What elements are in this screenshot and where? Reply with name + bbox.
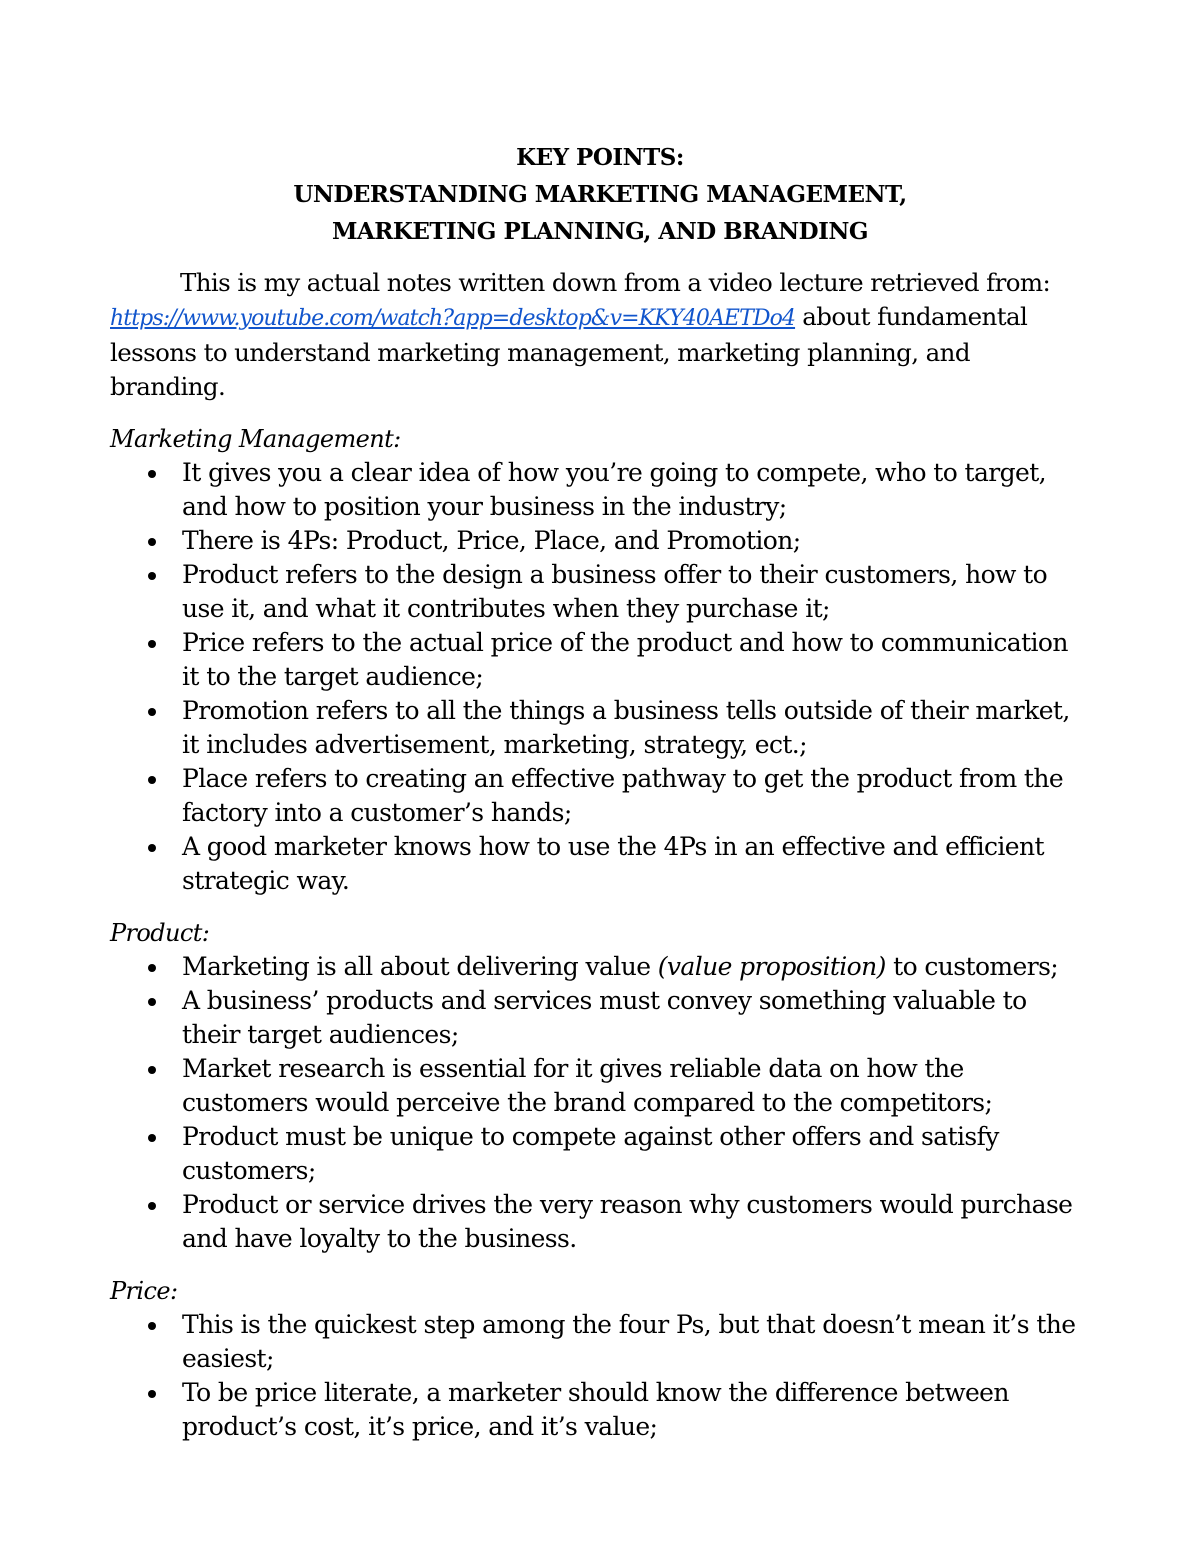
list-item: Promotion refers to all the things a business tells outside of their market, it includes advertisement, marketing, strategy, ect.; [110,694,1090,762]
list-item: There is 4Ps: Product, Price, Place, and Promotion; [110,524,1090,558]
list-item: Market research is essential for it gives reliable data on how the customers would perceive the brand compared to the competitors; [110,1052,1090,1120]
list-item: Product must be unique to compete against other offers and satisfy customers; [110,1120,1090,1188]
list-item [110,950,1090,984]
intro-text-continued: about fundamental lessons to understand marketing management, marketing planning, and branding. [110,302,1028,401]
list-item: A good marketer knows how to use the 4Ps in an effective and efficient strategic way. [110,830,1090,898]
section-heading-product: Product: [110,919,210,947]
section-heading-marketing-management: Marketing Management: [110,425,401,453]
list-item: Product refers to the design a business offer to their customers, how to use it, and what it contributes when they purchase it; [110,558,1090,626]
list-item-text: Marketing is all about delivering value [182,952,658,981]
intro-paragraph [110,266,1090,404]
price-list [110,1308,1090,1444]
list-item: Place refers to creating an effective pathway to get the product from the factory into a customer’s hands; [110,762,1090,830]
list-item: Product or service drives the very reason why customers would purchase and have loyalty to the business. [110,1188,1090,1256]
video-lecture-link[interactable]: https://www.youtube.com/watch?app=desktop&v=KKY40AETDo4 [110,306,796,331]
list-item: Price refers to the actual price of the product and how to communication it to the target audience; [110,626,1090,694]
marketing-management-list [110,456,1090,898]
document-body [110,139,1090,1444]
title-line: MARKETING PLANNING, AND BRANDING [331,218,869,245]
title-line: KEY POINTS: [516,144,684,171]
list-item-text: to customers; [885,952,1059,981]
product-list [110,950,1090,1256]
list-item: It gives you a clear idea of how you’re going to compete, who to target, and how to position your business in the industry; [110,456,1090,524]
list-item: To be price literate, a marketer should know the difference between product’s cost, it’s price, and it’s value; [110,1376,1090,1444]
intro-text: This is my actual notes written down from a video lecture retrieved from: [180,268,1051,297]
section-heading-price: Price: [110,1277,178,1305]
document-title [110,139,1090,250]
list-item: This is the quickest step among the four Ps, but that doesn’t mean it’s the easiest; [110,1308,1090,1376]
title-line: UNDERSTANDING MARKETING MANAGEMENT, [293,181,907,208]
list-item: A business’ products and services must convey something valuable to their target audiences; [110,984,1090,1052]
value-proposition-emphasis: (value proposition) [657,952,886,981]
